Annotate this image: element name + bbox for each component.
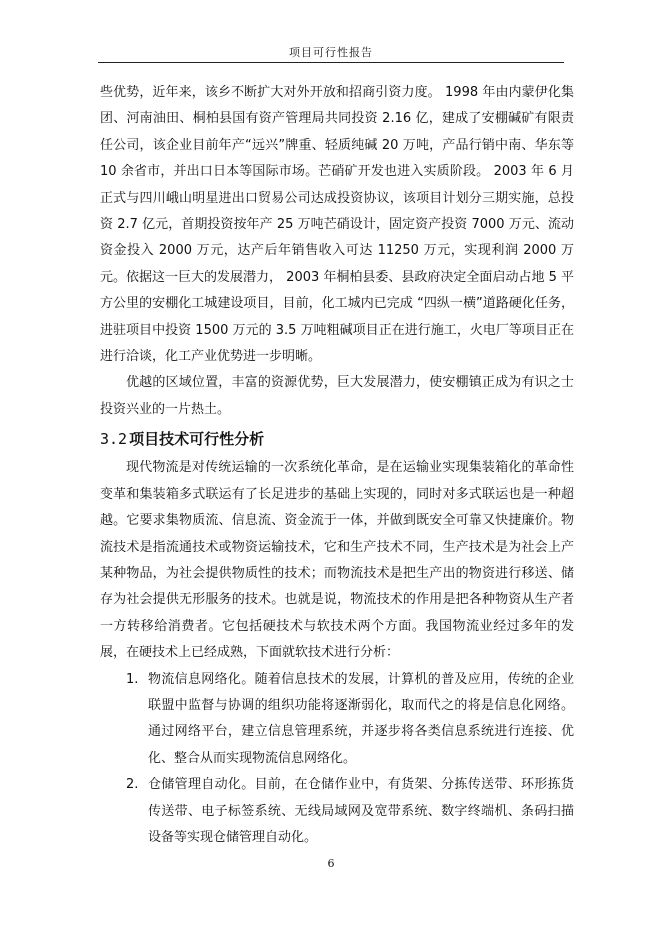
section-number: 3.2 [100,430,128,449]
body-text [100,80,574,851]
list-item [100,667,574,773]
paragraph: 现代物流是对传统运输的一次系统化革命，是在运输业实现集装箱化的革命性变革和集装箱多式联运有了长足进步的基础上实现的，同时对多式联运也是一种超越。它要求集物质流、信息流、资金流于一体，并做到既安全可靠又快捷廉价。物流技术是指流通技术或物资运输技术，它和生产技术不同，生产技术是为社会上产某种物品，为社会提供物质性的技术；而物流技术是把生产出的物资进行移送、储存为社会提供无形服务的技术。也就是说，物流技术的作用是把各种物资从生产者一方转移给消费者。它包括硬技术与软技术两个方面。我国物流业经过多年的发展，在硬技术上已经成熟，下面就软技术进行分析： [100,460,574,661]
list-item-text: 仓储管理自动化。目前，在仓储作业中，有货架、分拣传送带、环形拣货传送带、电子标签系统、无线局域网及宽带系统、数字终端机、条码扫描设备等实现仓储管理自动化。 [148,777,574,845]
list-item [100,772,574,851]
page-number: 6 [327,857,335,870]
paragraph: 优越的区域位置，丰富的资源优势，巨大发展潜力，使安棚镇正成为有识之士投资兴业的一片热土。 [100,375,574,417]
list-item-text: 物流信息网络化。随着信息技术的发展，计算机的普及应用，传统的企业联盟中监督与协调的组织功能将逐渐弱化，取而代之的将是信息化网络。通过网络平台，建立信息管理系统，并逐步将各类信息系统进行连接、优化、整合从而实现物流信息网络化。 [148,671,574,766]
running-header: 项目可行性报告 [289,46,373,59]
section-heading [100,423,574,455]
list-marker: 2. [126,777,139,793]
section-title: 项目技术可行性分析 [129,430,265,449]
list-marker: 1. [126,671,139,687]
paragraph: 些优势，近年来，该乡不断扩大对外开放和招商引资力度。 1998 年由内蒙伊化集团、河南油田、桐柏县国有资产管理局共同投资 2.16 亿，建成了安棚碱矿有限责任公司，该企业目前年产“远兴”牌重、轻质纯碱 20 万吨，产品行销中南、华东等 10 余省市，并出口日本等国际市场。芒硝矿开发也进入实质阶段。 2003 年 6 月正式与四川峨山明星进出口贸易公司达成投资协议，该项目计划分三期实施，总投资 2.7 亿元，首期投资按年产 25 万吨芒硝设计，固定资产投资 7000 万元、流动资金投入 2000 万元，达产后年销售收入可达 11250 万元，实现利润 2000 万元。依据这一巨大的发展潜力， 2003 年桐柏县委、县政府决定全面启动占地 5 平方公里的安棚化工城建设项目，目前，化工城内已完成 “四纵一横”道路硬化任务，进驻项目中投资 1500 万元的 3.5 万吨粗碱项目正在进行施工，火电厂等项目正在进行洽谈，化工产业优势进一步明晰。 [100,85,574,365]
header-rule [98,62,564,63]
